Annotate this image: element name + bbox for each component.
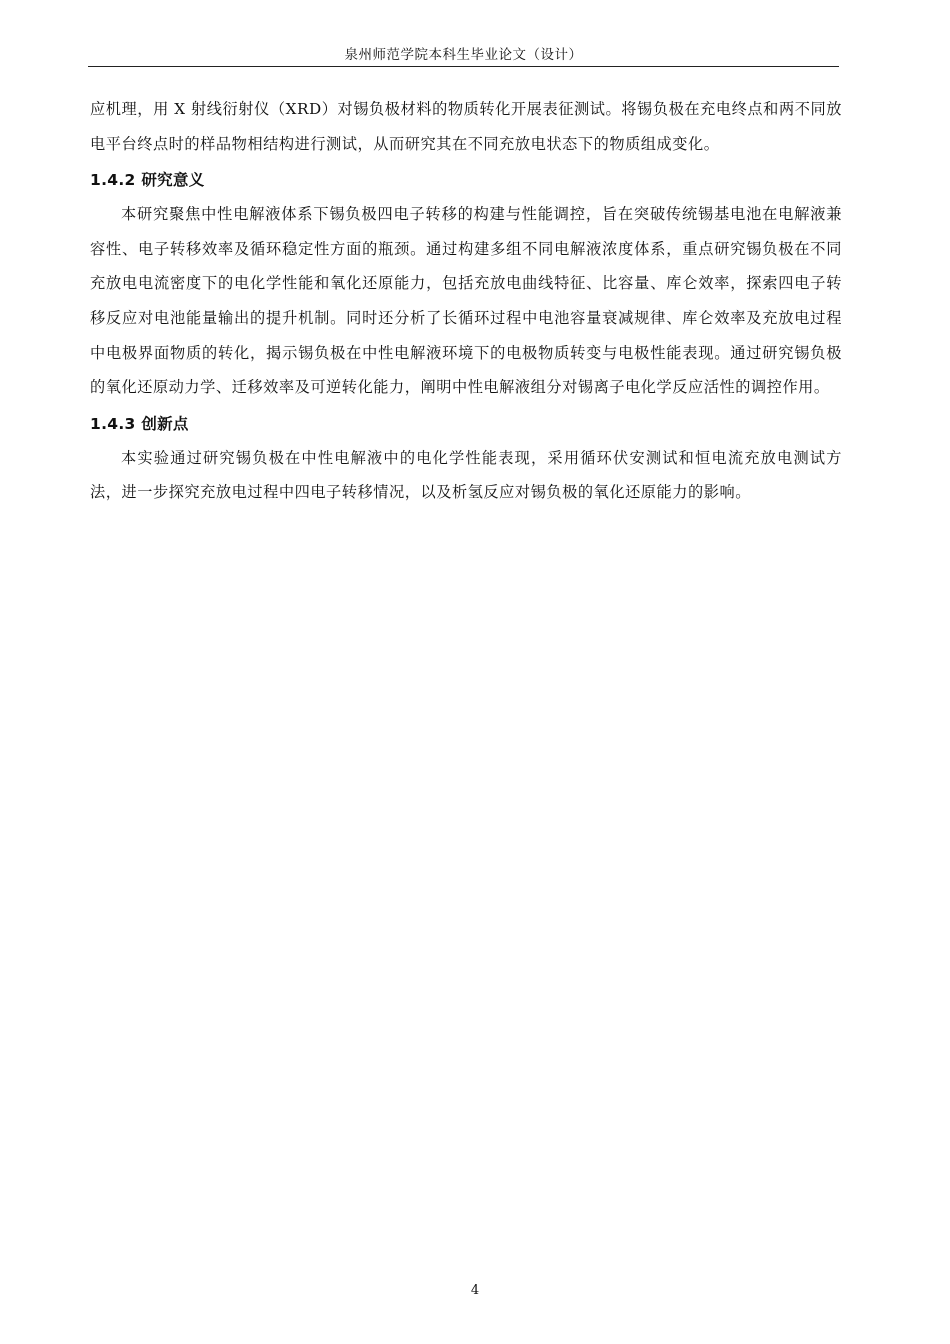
page-body [90, 92, 842, 510]
section-paragraph: 本研究聚焦中性电解液体系下锡负极四电子转移的构建与性能调控，旨在突破传统锡基电池在电解液兼容性、电子转移效率及循环稳定性方面的瓶颈。通过构建多组不同电解液浓度体系，重点研究锡负极在不同充放电电流密度下的电化学性能和氧化还原能力，包括充放电曲线特征、比容量、库仑效率，探索四电子转移反应对电池能量输出的提升机制。同时还分析了长循环过程中电池容量衰减规律、库仑效率及充放电过程中电极界面物质的转化，揭示锡负极在中性电解液环境下的电极物质转变与电极性能表现。通过研究锡负极的氧化还原动力学、迁移效率及可逆转化能力，阐明中性电解液组分对锡离子电化学反应活性的调控作用。 [90, 205, 842, 397]
header-title: 泉州师范学院本科生毕业论文（设计） [344, 47, 583, 63]
running-header [88, 44, 839, 67]
page-number: 4 [470, 1283, 480, 1298]
section-research-significance [90, 163, 842, 405]
section-heading: 1.4.3 创新点 [90, 414, 189, 433]
intro-paragraph: 应机理，用 X 射线衍射仪（XRD）对锡负极材料的物质转化开展表征测试。将锡负极在充电终点和两不同放电平台终点时的样品物相结构进行测试，从而研究其在不同充放电状态下的物质组成变化。 [90, 100, 842, 153]
section-heading: 1.4.2 研究意义 [90, 171, 205, 190]
section-innovation-points [90, 407, 842, 510]
section-paragraph: 本实验通过研究锡负极在中性电解液中的电化学性能表现，采用循环伏安测试和恒电流充放电测试方法，进一步探究充放电过程中四电子转移情况，以及析氢反应对锡负极的氧化还原能力的影响。 [90, 448, 842, 502]
